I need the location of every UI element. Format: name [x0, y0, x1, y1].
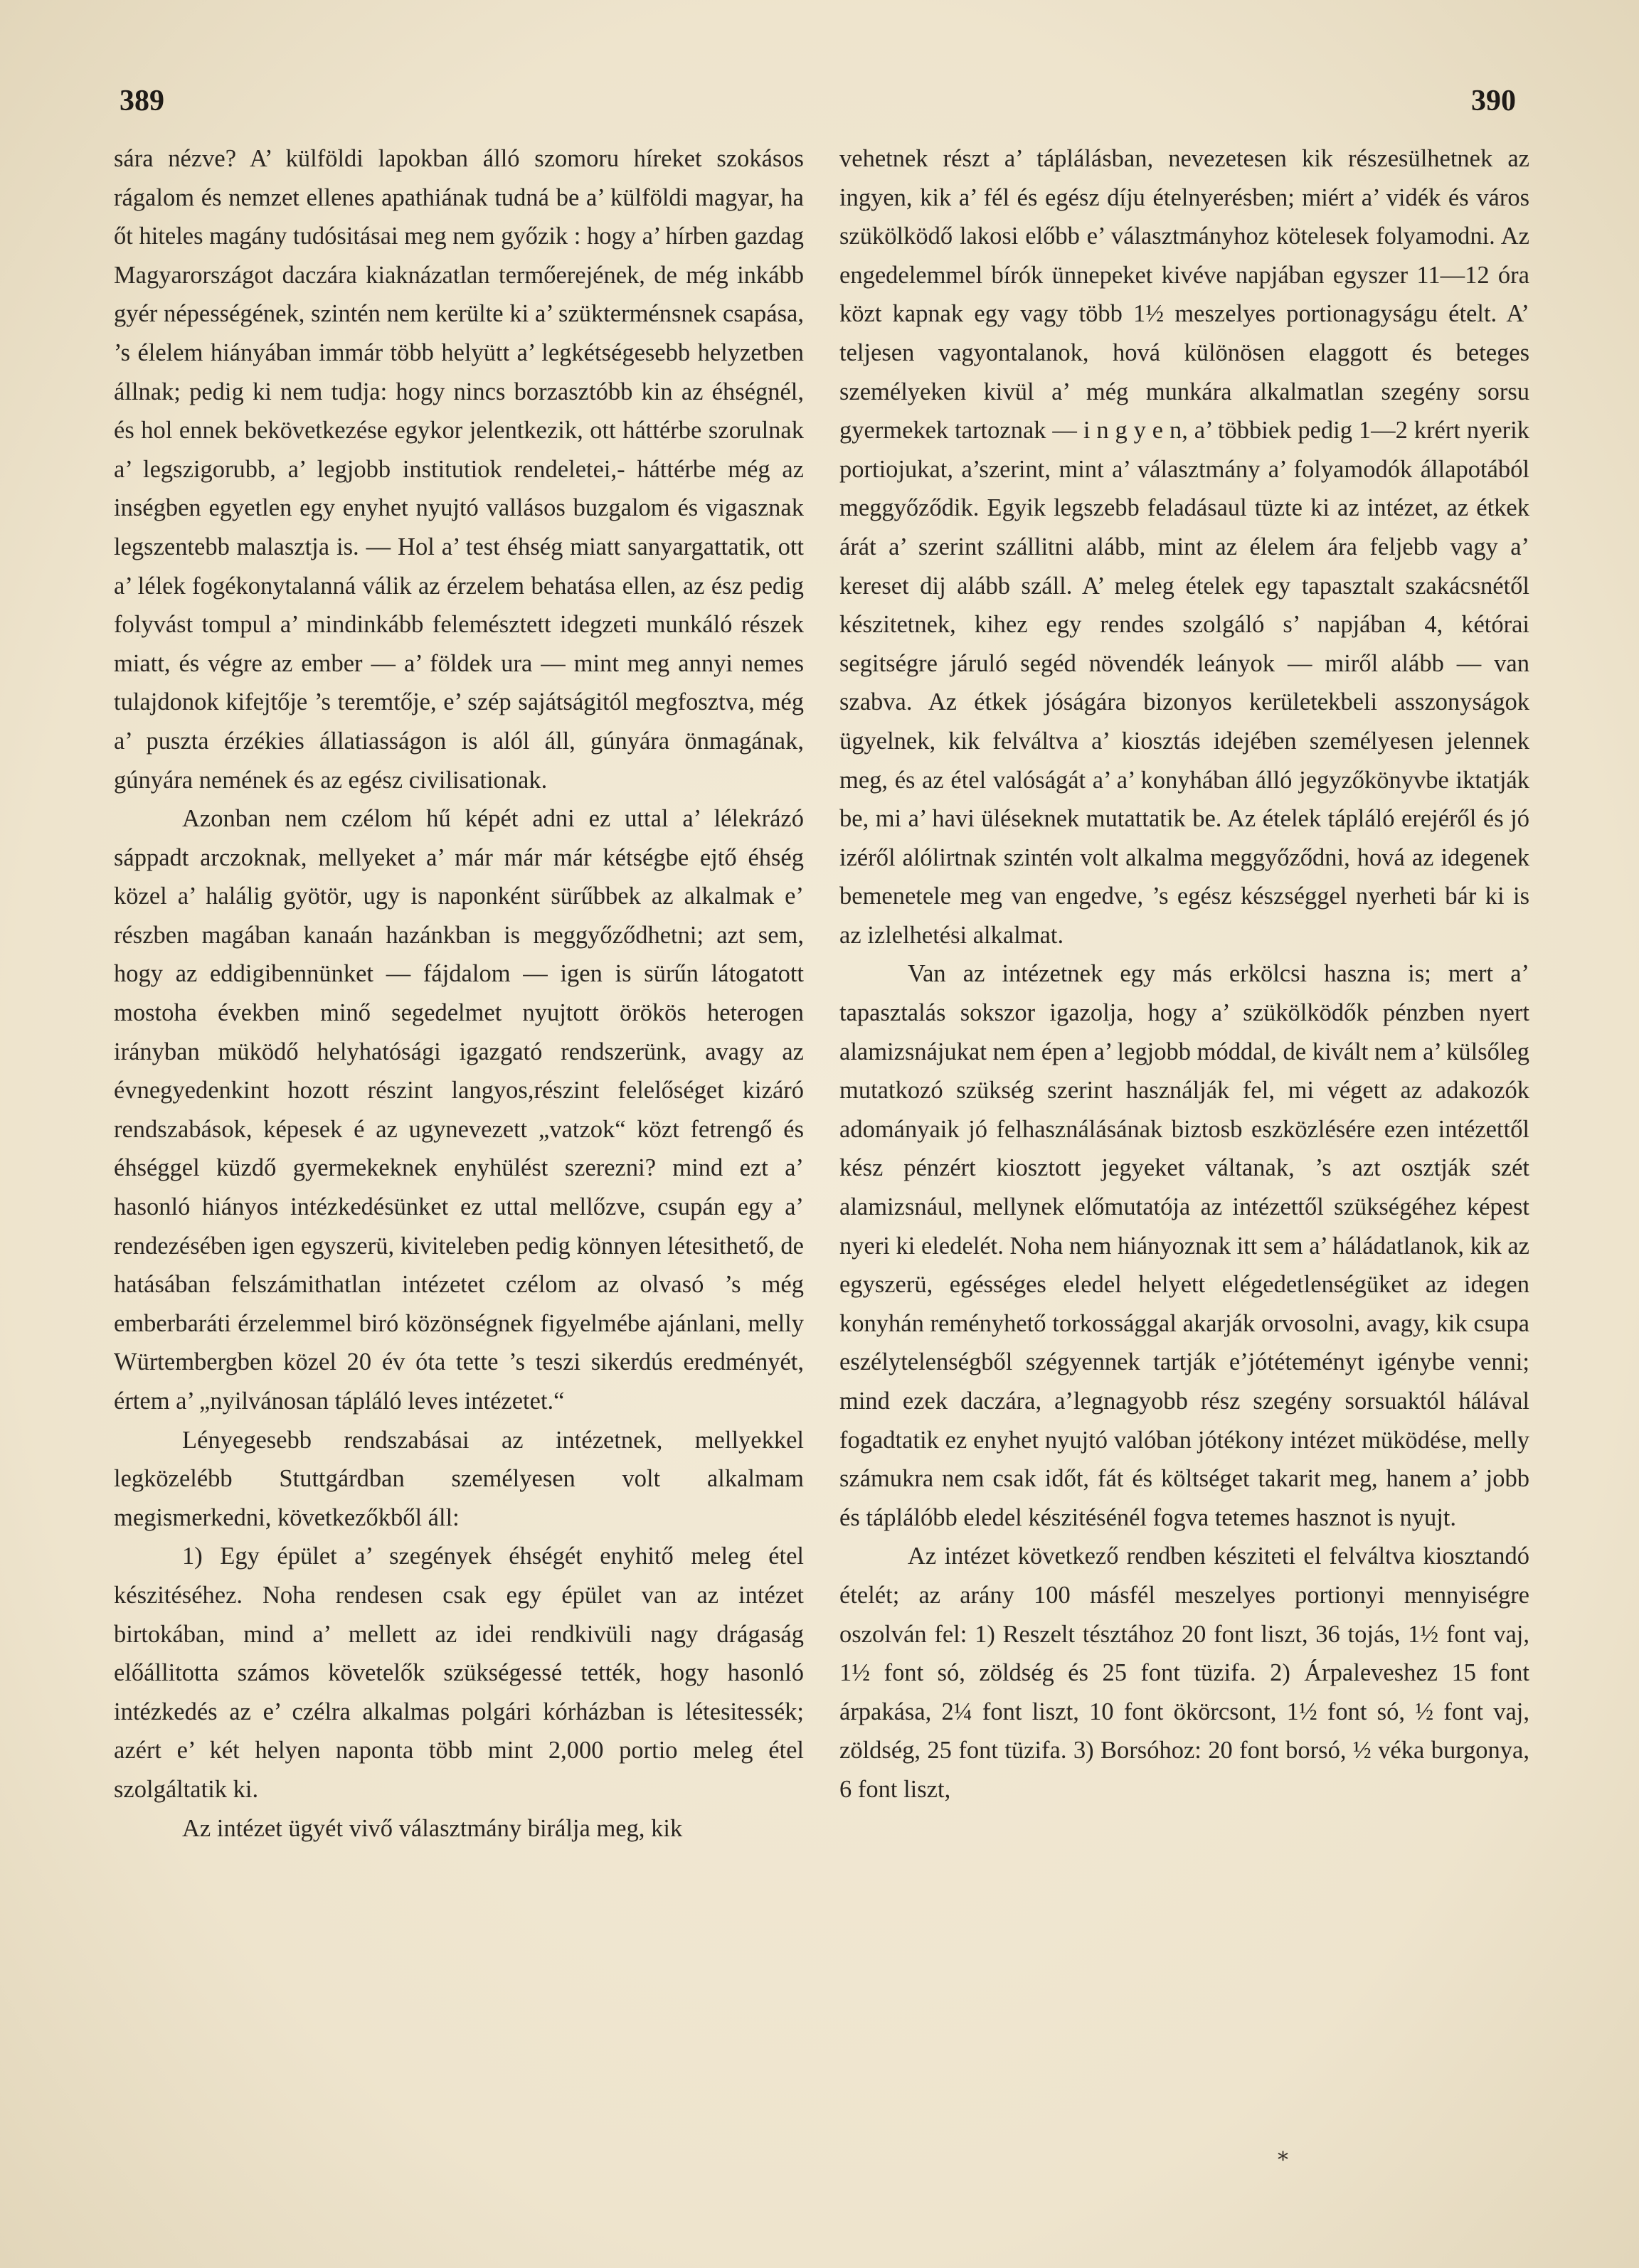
right-text-column	[839, 139, 1529, 1809]
paragraph: Lényegesebb rendszabásai az intézetnek, mellyekkel legközelébb Stuttgárdban személyesen volt alkalmam megismerkedni, következőkből áll:	[114, 1426, 804, 1531]
paragraph: vehetnek részt a’ táplálásban, nevezetesen kik részesülhetnek az ingyen, kik a’ fél és egész díju ételnyerésben; miért a’ vidék és város szükölködő lakosi előbb e’ választmányhoz kötelesek folyamodni. Az engedelemmel bírók ünnepeket kivéve napjában egyszer 11—12 óra közt kapnak egy vagy több 1½ meszelyes portionagyságu ételt. A’ teljesen vagyontalanok, hová különösen elaggott és beteges személyeken kivül a’ még munkára alkalmatlan szegény sorsu gyermekek tartoznak — i n g y e n, a’ többiek pedig 1—2 krért nyerik portiojukat, a’szerint, mint a’ választmány a’ folyamodók állapotából meggyőződik. Egyik legszebb feladásaul tüzte ki az intézet, az étkek árát a’ szerint szállitni alább, mint az élelem ára feljebb vagy a’ kereset dij alább száll. A’ meleg ételek egy tapasztalt szakácsnétől készitetnek, kihez egy rendes szolgáló s’ napjában 4, kétórai segitségre járuló segéd növendék leányok — miről alább — van szabva. Az étkek jóságára bizonyos kerületekbeli asszonyságok ügyelnek, kik felváltva a’ kiosztás idejében személyesen jelennek meg, és az étel valóságát a’ a’ konyhában álló jegyzőkönyvbe iktatják be, mi a’ havi üléseknek mutattatik be. Az ételek tápláló erejéről és jó izéről alólirtnak szintén volt alkalma meggyőződni, hová az idegenek bemenetele meg van engedve, ’s egész készséggel nyerheti bár ki is az izlelhetési alkalmat.	[839, 145, 1529, 949]
paragraph: Az intézet következő rendben késziteti el felváltva kiosztandó ételét; az arány 100 másfél meszelyes portionyi mennyiségre oszolván fel: 1) Reszelt tésztához 20 font liszt, 36 tojás, 1½ font vaj, 1½ font só, zöldség és 25 font tüzifa. 2) Árpaleveshez 15 font árpakása, 2¼ font liszt, 10 font ökörcsont, 1½ font só, ½ font vaj, zöldség, 25 font tüzifa. 3) Borsóhoz: 20 font borsó, ½ véka burgonya, 6 font liszt,	[839, 1543, 1529, 1803]
signature-mark: *	[1278, 2148, 1288, 2173]
paragraph: Az intézet ügyét vivő választmány birálja meg, kik	[182, 1814, 683, 1842]
left-text-column	[114, 139, 804, 1848]
paragraph: Azonban nem czélom hű képét adni ez uttal a’ lélekrázó sáppadt arczoknak, mellyeket a’ már már már kétségbe ejtő éhség közel a’ halálig gyötör, ugy is naponként sürűbbek az alkalmak e’ részben magában kanaán hazánkban is meggyőződhetni; azt sem, hogy az eddigibennünket — fájdalom — igen is sürűn látogatott mostoha években minő segedelmet nyujtott örökös heterogen irányban müködő helyhatósági igazgató rendszerünk, avagy az évnegyedenkint hozott részint langyos,részint felelőséget kizáró rendszabások, képesek é az ugynevezett „vatzok“ közt fetrengő és éhséggel küzdő gyermekeknek enyhülést szerezni? mind ezt a’ hasonló hiányos intézkedésünket ez uttal mellőzve, csupán egy a’ rendezésében igen egyszerü, kiviteleben pedig könnyen létesithető, de hatásában felszámithatlan intézetet czélom az olvasó ’s még emberbaráti érzelemmel biró közönségnek figyelmébe ajánlani, melly Würtembergben közel 20 év óta tette ’s teszi sikerdús eredményét, értem a’ „nyilvánosan tápláló leves intézetet.“	[114, 805, 804, 1415]
paragraph: sára nézve? A’ külföldi lapokban álló szomoru híreket szokásos rágalom és nemzet ellenes apathiának tudná be a’ külföldi magyar, ha őt hiteles magány tudósitásai meg nem győzik : hogy a’ hírben gazdag Magyarországot daczára kiaknázatlan termőerejének, de még inkább gyér népességének, szintén nem kerülte ki a’ szükterménsnek csapása, ’s élelem hiányában immár több helyütt a’ legkétségesebb helyzetben állnak; pedig ki nem tudja: hogy nincs borzasztóbb kin az éhségnél, és hol ennek bekövetkezése egykor jelentkezik, ott háttérbe szorulnak a’ legszigorubb, a’ legjobb institutiok rendeletei,- háttérbe még az inségben egyetlen egy enyhet nyujtó vallásos buzgalom és vigasznak legszentebb malasztja is. — Hol a’ test éhség miatt sanyargattatik, ott a’ lélek fogékonytalanná válik az érzelem behatása ellen, az ész pedig folyvást tompul a’ mindinkább felemésztett idegzeti munkáló részek miatt, és végre az ember — a’ földek ura — mint meg annyi nemes tulajdonok kifejtője ’s teremtője, e’ szép sajátságitól megfosztva, még a’ puszta érzékies állatiasságon is alól áll, gúnyára önmagának, gúnyára nemének és az egész civilisationak.	[114, 145, 804, 794]
page-number-right: 390	[1471, 85, 1516, 117]
paragraph: Van az intézetnek egy más erkölcsi haszna is; mert a’ tapasztalás sokszor igazolja, hogy a’ szükölködők pénzben nyert alamizsnájukat nem épen a’ legjobb móddal, de kivált nem a’ külsőleg mutatkozó szükség szerint használják fel, mi végett az adakozók adományaik jó felhasználásának biztosb eszközlésére ezen intézettől kész pénzért kiosztott jegyeket váltanak, ’s azt osztják szét alamizsnául, mellynek előmutatója az intézettől szükségéhez képest nyeri ki eledelét. Noha nem hiányoznak itt sem a’ háládatlanok, kik az egyszerü, egésséges eledel helyett elégedetlenségüket az idegen konyhán reményhető torkossággal akarják orvosolni, avagy, kik csupa eszélytelenségből szégyennek tartják e’jótéteményt igénybe venni; mind ezek daczára, a’legnagyobb rész szegény sorsuaktól hálával fogadtatik ez enyhet nyujtó valóban jótékony intézet müködése, melly számukra nem csak időt, fát és költséget takarit meg, hanem a’ jobb és táplálóbb eledel készitésénél fogva tetemes hasznot is nyujt.	[839, 960, 1529, 1531]
page-number-left: 389	[120, 85, 164, 117]
paragraph: 1) Egy épület a’ szegények éhségét enyhitő meleg étel készitéséhez. Noha rendesen csak egy épület van az intézet birtokában, mind a’ mellett az idei rendkivüli nagy drágaság előállitotta számos követelők szükségessé tették, hogy hasonló intézkedés az e’ czélra alkalmas polgári kórházban is létesitessék; azért e’ két helyen naponta több mint 2,000 portio meleg étel szolgáltatik ki.	[114, 1543, 804, 1803]
